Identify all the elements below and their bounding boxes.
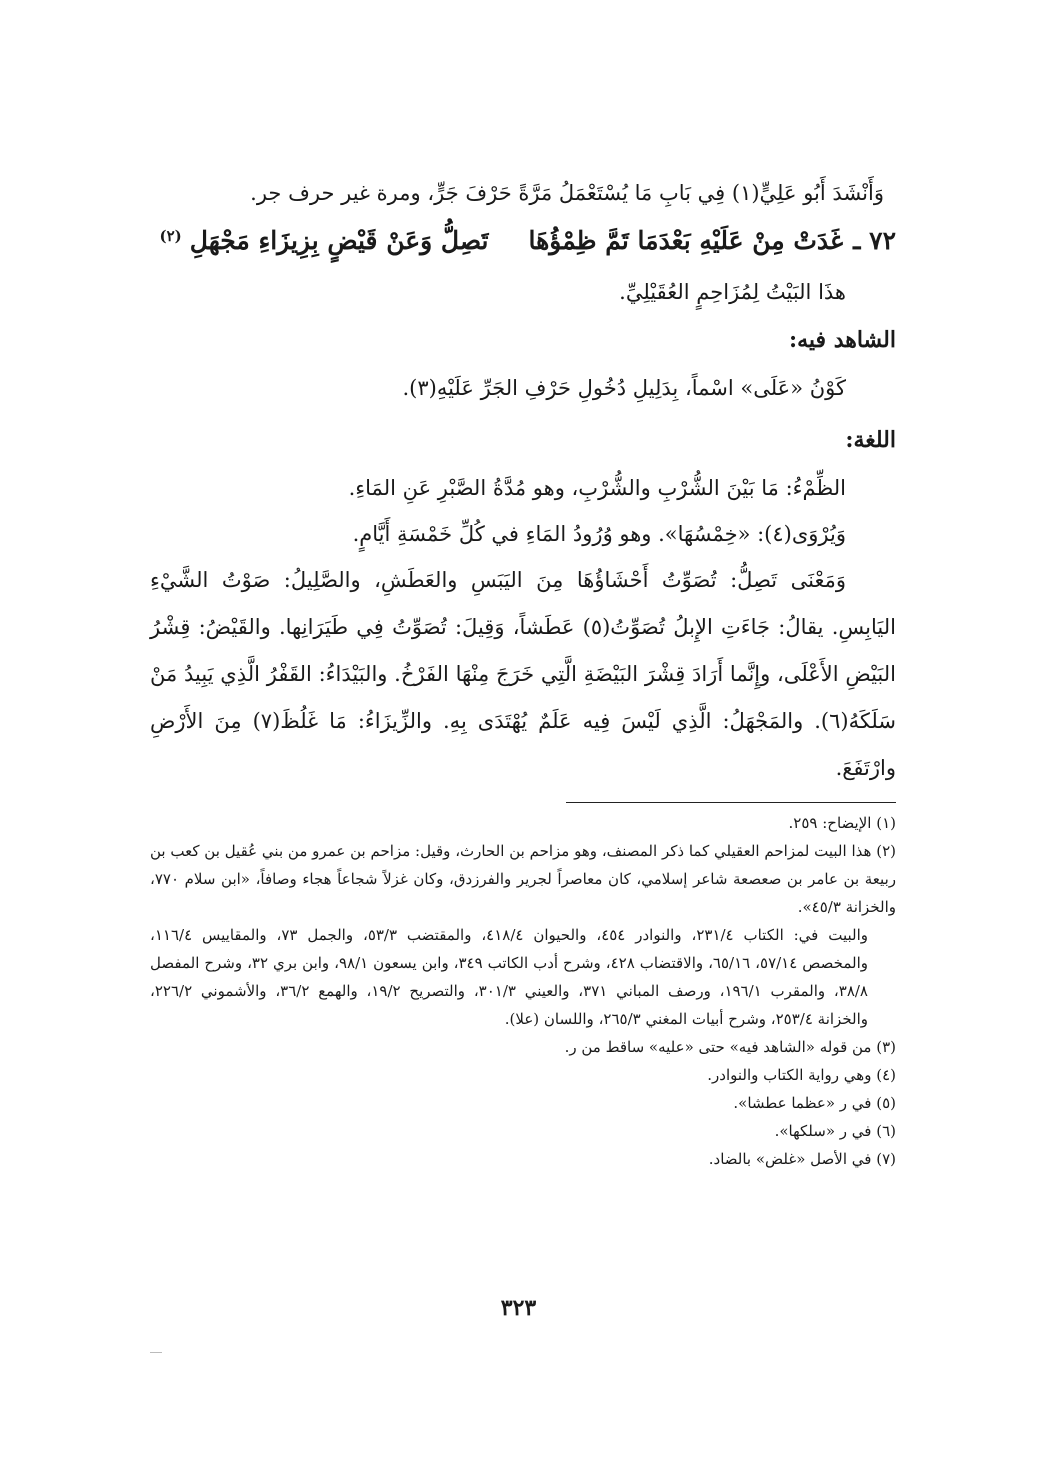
footnote-4: (٤) وهي رواية الكتاب والنوادر. (707, 1066, 896, 1084)
lugha-line-2: وَيُرْوَى(٤): «خِمْسُهَا». وهو وُرُودُ المَاءِ في كُلِّ خَمْسَةِ أَيَّامٍ. (352, 522, 846, 546)
footnote-2-sources: والبيت في: الكتاب ٢٣١/٤، والنوادر ٤٥٤، والحيوان ٤١٨/٤، والمقتضب ٥٣/٣، والجمل ٧٣، والمقاييس ١١٦/٤، والمخصص ٥٧/١٤، ٦٥/١٦، والاقتضاب ٤٢٨، وشرح أدب الكاتب ٣٤٩، وابن يسعون ٩٨/١، وابن بري ٣٢، وشرح المفصل ٣٨/٨، والمقرب ١٩٦/١، ورصف المباني ٣٧١، والعيني ٣٠١/٣، والتصريح ١٩/٢، والهمع ٣٦/٢، والأشموني ٢٢٦/٢، والخزانة ٢٥٣/٤، وشرح أبيات المغني ٢٦٥/٣، واللسان (علا). (150, 926, 868, 1028)
intro-line: وَأَنْشَدَ أَبُو عَلِيٍّ(١) فِي بَابِ مَا يُسْتَعْمَلُ مَرَّةً حَرْفَ جَرٍّ، ومرة غير حرف جر. (250, 181, 884, 205)
lugha-paragraph-text: وَمَعْنَى تَصِلُّ: تُصَوِّتُ أَحْشَاؤُهَا مِنَ اليَبَسِ والعَطَشِ، والصَّلِيلُ: صَوْتُ الشَّيْءِ اليَابِسِ. يقالُ: جَاءَتِ الإِبلُ تُصَوِّتُ(٥) عَطَشاً، وَقِيلَ: تُصَوِّتُ فِي طَيَرَانِها. والقَيْضُ: قِشْرُ البَيْضِ الأَعْلَى، وإِنَّما أَرَادَ قِشْرَ البَيْضَةِ الَّتِي خَرَجَ مِنْهَا الفَرْخُ. والبَيْدَاءُ: القَفْرُ الَّذِي يَبِيدُ مَنْ سَلَكَهُ(٦). والمَجْهَلُ: الَّذِي لَيْسَ فِيه عَلَمٌ يُهْتَدَى بِهِ. والزِّيزَاءُ: مَا غَلُظَ(٧) مِنَ الأَرْضِ وارْتَفَعَ. (150, 568, 896, 780)
footnote-5: (٥) في ر «عظما عطشا». (733, 1094, 896, 1112)
shahid-heading: الشاهد فيه: (788, 327, 896, 353)
footnote-7: (٧) في الأصل «غلض» بالضاد. (708, 1150, 896, 1168)
lugha-paragraph (150, 557, 896, 792)
page-body (150, 170, 896, 1173)
footnote-separator (566, 802, 896, 803)
lugha-heading: اللغة: (845, 427, 896, 453)
verse-hemistich-1: غَدَتْ مِنْ عَلَيْهِ بَعْدَمَا تَمَّ ظِمْؤُهَا (528, 226, 844, 255)
verse-footnote-ref: (٢) (159, 227, 182, 245)
shahid-text: كَوْنُ «عَلَى» اسْماً، بِدَلِيلِ دُخُولِ حَرْفِ الجَرِّ عَلَيْهِ(٣). (402, 376, 846, 400)
footnote-6: (٦) في ر «سلكها». (774, 1122, 896, 1140)
verse-line (150, 216, 896, 269)
verse-number: ٧٢ ـ (853, 226, 896, 255)
attribution-line: هذَا البَيْتُ لِمُزَاحِمٍ العُقَيْلِيِّ. (619, 280, 846, 304)
footnote-1: (١) الإيضاح: ٢٥٩. (788, 814, 896, 832)
lugha-line-1: الظِّمْءُ: مَا بَيْنَ الشُّرْبِ والشُّرْبِ، وهو مُدَّةُ الصَّبْرِ عَنِ المَاءِ. (348, 476, 846, 500)
margin-mark (150, 1352, 162, 1353)
page-number: ٣٢٣ (500, 1295, 537, 1321)
verse-hemistich-2: تَصِلُّ وَعَنْ قَيْضٍ بِزِيزَاءِ مَجْهَلِ (189, 226, 489, 255)
footnote-2: (٢) هذا البيت لمزاحم العقيلي كما ذكر المصنف، وهو مزاحم بن الحارث، وقيل: مزاحم بن عمرو من بني عُقيل بن كعب بن ربيعة بن عامر بن صعصعة شاعر إسلامي، كان معاصراً لجرير والفرزدق، وكان غزلاً شجاعاً هجاء وصافاً، «ابن سلام ٧٧٠، والخزانة ٤٥/٣». (150, 842, 896, 916)
footnote-3: (٣) من قوله «الشاهد فيه» حتى «عليه» ساقط من ر. (564, 1038, 896, 1056)
